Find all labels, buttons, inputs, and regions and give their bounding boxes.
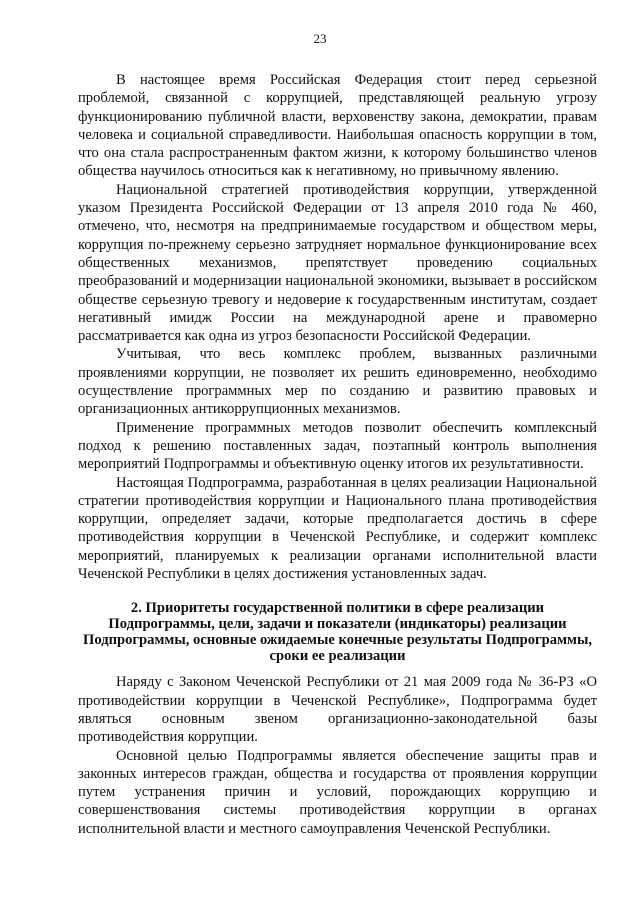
- paragraph-national-strategy: Национальной стратегией противодействия коррупции, утвержденной указом Президента Российской Федерации от 13 апреля 2010 года № 460, отмечено, что, несмотря на предпринимаемые государством и обществом меры, коррупция по-прежнему серьезно затрудняет нормальное функционирование всех общественных механизмов, препятствует проведению социальных преобразований и модернизации национальной экономики, вызывает в российском обществе серьезную тревогу и недоверие к государственным институтам, создает негативный имидж России на международной арене и правомерно рассматривается как одна из угроз безопасности Российской Федерации.: [78, 181, 597, 345]
- paragraph-law-basis: Наряду с Законом Чеченской Республики от 21 мая 2009 года № 36-РЗ «О противодействии коррупции в Чеченской Республике», Подпрограмма будет являться основным звеном организационно-законодательной базы противодействия коррупции.: [78, 674, 597, 746]
- page-number: 23: [313, 31, 327, 46]
- document-body: [78, 71, 597, 838]
- paragraph-current-situation: В настоящее время Российская Федерация стоит перед серьезной проблемой, связанной с коррупцией, представляющей реальную угрозу функционированию публичной власти, верховенству закона, демократии, правам человека и социальной справедливости. Наибольшая опасность коррупции в том, что она стала распространенным фактом жизни, к которому большинство членов общества научилось относиться как к негативному, но привычному явлению.: [78, 72, 597, 180]
- paragraph-main-goal: Основной целью Подпрограммы является обеспечение защиты прав и законных интересов граждан, общества и государства от проявления коррупции путем устранения причин и условий, порождающих коррупцию и совершенствования системы противодействия коррупции в органах исполнительной власти и местного самоуправления Чеченской Республики.: [78, 747, 597, 837]
- paragraph-subprogram-tasks: Настоящая Подпрограмма, разработанная в целях реализации Национальной стратегии противодействия коррупции и Национального плана противодействия коррупции, определяет задачи, которые предполагается достичь в сфере противодействия коррупции в Чеченской Республике, и содержит комплекс мероприятий, планируемых к реализации органами исполнительной власти Чеченской Республики в целях достижения установленных задач.: [78, 474, 597, 583]
- section-heading: 2. Приоритеты государственной политики в сфере реализации Подпрограммы, цели, задачи и показатели (индикаторы) реализации Подпрограммы, основные ожидаемые конечные результаты Подпрограммы, сроки ее реализации: [82, 600, 592, 665]
- paragraph-complex-problems: Учитывая, что весь комплекс проблем, вызванных различными проявлениями коррупции, не позволяет их решить единовременно, необходимо осуществление программных мер по созданию и развитию правовых и организационных антикоррупционных механизмов.: [78, 346, 597, 418]
- paragraph-program-methods: Применение программных методов позволит обеспечить комплексный подход к решению поставленных задач, поэтапный контроль выполнения мероприятий Подпрограммы и объективную оценку итогов их результативности.: [78, 419, 597, 473]
